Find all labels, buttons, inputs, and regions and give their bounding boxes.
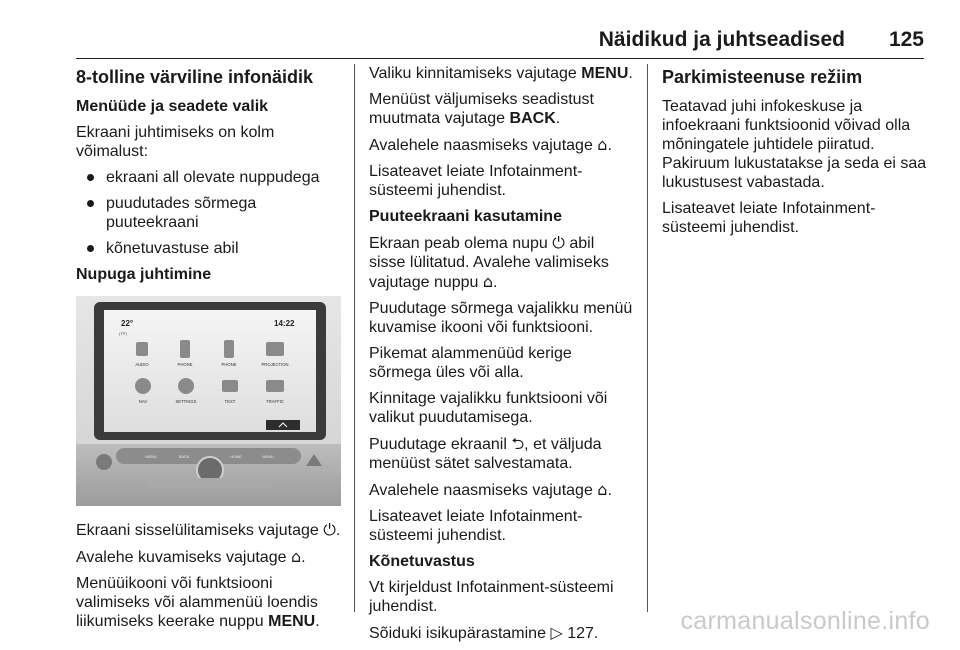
- section-title-infodisplay: 8-tolline värviline infonäidik: [76, 67, 314, 87]
- app-label: TEXT: [224, 399, 236, 404]
- nav-app-icon: [135, 378, 151, 394]
- section-title-valet-mode: Parkimisteenuse režiim: [662, 67, 863, 87]
- text-segment: Ekraan peab olema nupu: [369, 235, 548, 252]
- touchscreen-paragraph: Ekraan peab olema nupu ⏻ abil sisse lülitatud. Avalehe valimiseks vajutage nuppu ⌂.: [369, 233, 609, 291]
- subheading-knob-control: Nupuga juhtimine: [76, 266, 212, 283]
- personalization-paragraph: [369, 623, 634, 643]
- subheading-touchscreen: Puuteekraani kasutamine: [369, 208, 562, 225]
- traffic-app-icon: [266, 380, 284, 392]
- screen-tp: (TP): [119, 331, 127, 336]
- list-item: ekraani all olevate nuppudega: [76, 168, 348, 187]
- home-icon: ⌂: [597, 135, 608, 154]
- valet-paragraph: Teatavad juhi infokeskuse ja infoekraani funktsioonid võivad olla mõningatele juhtidele piiratud. Pakiruum lukustatakse ja seda ei saa lukustusest vabastada.: [662, 98, 927, 191]
- page-reference: 127.: [567, 625, 599, 642]
- text-segment: Valiku kinnitamiseks vajutage: [369, 65, 577, 82]
- exit-paragraph: Menüüst väljumiseks seadistust muutmata vajutage BACK.: [369, 91, 594, 127]
- back-arrow-icon: ⮌: [511, 434, 525, 453]
- menu-key: MENU: [268, 613, 316, 630]
- text-segment: abil sisse lülitatud. Avalehe valimiseks vajutage nuppu: [369, 235, 609, 291]
- infotainment-photo: [76, 296, 341, 506]
- home-paragraph: Avalehe kuvamiseks vajutage ⌂.: [76, 547, 306, 566]
- menu-key: MENU: [581, 65, 629, 82]
- panel-button-label: MENU: [145, 455, 157, 459]
- power-button: [96, 454, 112, 470]
- column-2: [369, 64, 634, 650]
- screen-clock: 14:22: [274, 319, 295, 328]
- running-header-title: Näidikud ja juhtseadised: [598, 28, 845, 51]
- back-key: BACK: [509, 110, 556, 127]
- control-methods-list: [76, 168, 348, 258]
- page-ref-icon: ▷: [550, 623, 563, 642]
- text-segment: Avalehele naasmiseks vajutage: [369, 482, 593, 499]
- home-icon: ⌂: [597, 480, 608, 499]
- confirm-touch-paragraph: Kinnitage vajalikku funktsiooni või valikut puudutamisega.: [369, 390, 608, 426]
- column-divider-1: [354, 64, 355, 612]
- panel-button-label: MENU: [262, 455, 274, 459]
- panel-button-label: HOME: [230, 455, 242, 459]
- back-touch-paragraph: [369, 434, 634, 473]
- power-icon: ⏻: [552, 233, 565, 252]
- home-paragraph-2: Avalehele naasmiseks vajutage ⌂.: [369, 480, 612, 499]
- text-app-icon: [222, 380, 238, 392]
- column-divider-2: [647, 64, 648, 612]
- subheading-menu-selection: Menüüde ja seadete valik: [76, 98, 269, 115]
- text-segment: Sõiduki isikupärastamine: [369, 625, 546, 642]
- audio-app-icon: [136, 342, 148, 356]
- app-label: TRAFFIC: [266, 399, 284, 404]
- text-segment: Ekraani sisselülitamiseks vajutage: [76, 522, 319, 539]
- app-label: SETTINGS: [175, 399, 197, 404]
- panel-button-label: BACK: [178, 455, 190, 459]
- app-label: NAV: [138, 399, 148, 404]
- page-number: 125: [888, 28, 924, 51]
- phone-app-icon-2: [224, 340, 234, 358]
- more-info-paragraph: Lisateavet leiate Infotainment-süsteemi juhendist.: [369, 163, 583, 199]
- phone-app-icon: [180, 340, 190, 358]
- home-icon: ⌂: [290, 547, 302, 566]
- watermark: carmanualsonline.info: [680, 607, 930, 635]
- text-segment: , et väljuda menüüst sätet salvestamata.: [369, 436, 602, 472]
- column-3: [662, 64, 932, 244]
- projection-app-icon: [266, 342, 284, 356]
- text-segment: Puudutage ekraanil: [369, 436, 507, 453]
- menu-knob-paragraph: Menüüikooni või funktsiooni valimiseks või alammenüü loendis liikumiseks keerake nuppu MENU.: [76, 575, 320, 630]
- list-item: puudutades sõrmega puuteekraani: [76, 194, 348, 232]
- touch-icon-paragraph: Puudutage sõrmega vajalikku menüü kuvamise ikooni või funktsiooni.: [369, 300, 633, 336]
- home-paragraph: Avalehele naasmiseks vajutage ⌂.: [369, 135, 612, 154]
- text-segment: Avalehe kuvamiseks vajutage: [76, 549, 287, 566]
- text-segment: Menüüikooni või funktsiooni valimiseks või alammenüü loendis liikumiseks keerake nuppu: [76, 575, 318, 630]
- column-1: [76, 64, 348, 638]
- settings-app-icon: [178, 378, 194, 394]
- app-label: AUDIO: [135, 362, 149, 367]
- home-icon: ⌂: [482, 272, 494, 291]
- app-label: PHONE: [221, 362, 237, 367]
- text-segment: Menüüst väljumiseks seadistust muutmata vajutage: [369, 91, 594, 127]
- power-icon: ⏻: [323, 520, 336, 539]
- scroll-paragraph: Pikemat alammenüüd kerige sõrmega üles või alla.: [369, 345, 572, 381]
- header-rule: [76, 58, 924, 59]
- power-on-paragraph: Ekraani sisselülitamiseks vajutage ⏻.: [76, 520, 341, 539]
- list-item: kõnetuvastuse abil: [76, 239, 348, 258]
- voice-paragraph: Vt kirjeldust Infotainment-süsteemi juhendist.: [369, 579, 614, 615]
- subheading-voice-recognition: Kõnetuvastus: [369, 553, 475, 570]
- screen-temperature: 22°: [121, 319, 134, 328]
- app-label: PROJECTION: [261, 362, 289, 367]
- text-segment: Avalehele naasmiseks vajutage: [369, 137, 593, 154]
- app-label: PHONE: [177, 362, 193, 367]
- more-info-paragraph-2: Lisateavet leiate Infotainment-süsteemi juhendist.: [369, 508, 583, 544]
- intro-paragraph: Ekraani juhtimiseks on kolm võimalust:: [76, 124, 275, 160]
- confirm-paragraph: Valiku kinnitamiseks vajutage MENU.: [369, 65, 633, 82]
- more-info-paragraph: Lisateavet leiate Infotainment-süsteemi juhendist.: [662, 200, 876, 236]
